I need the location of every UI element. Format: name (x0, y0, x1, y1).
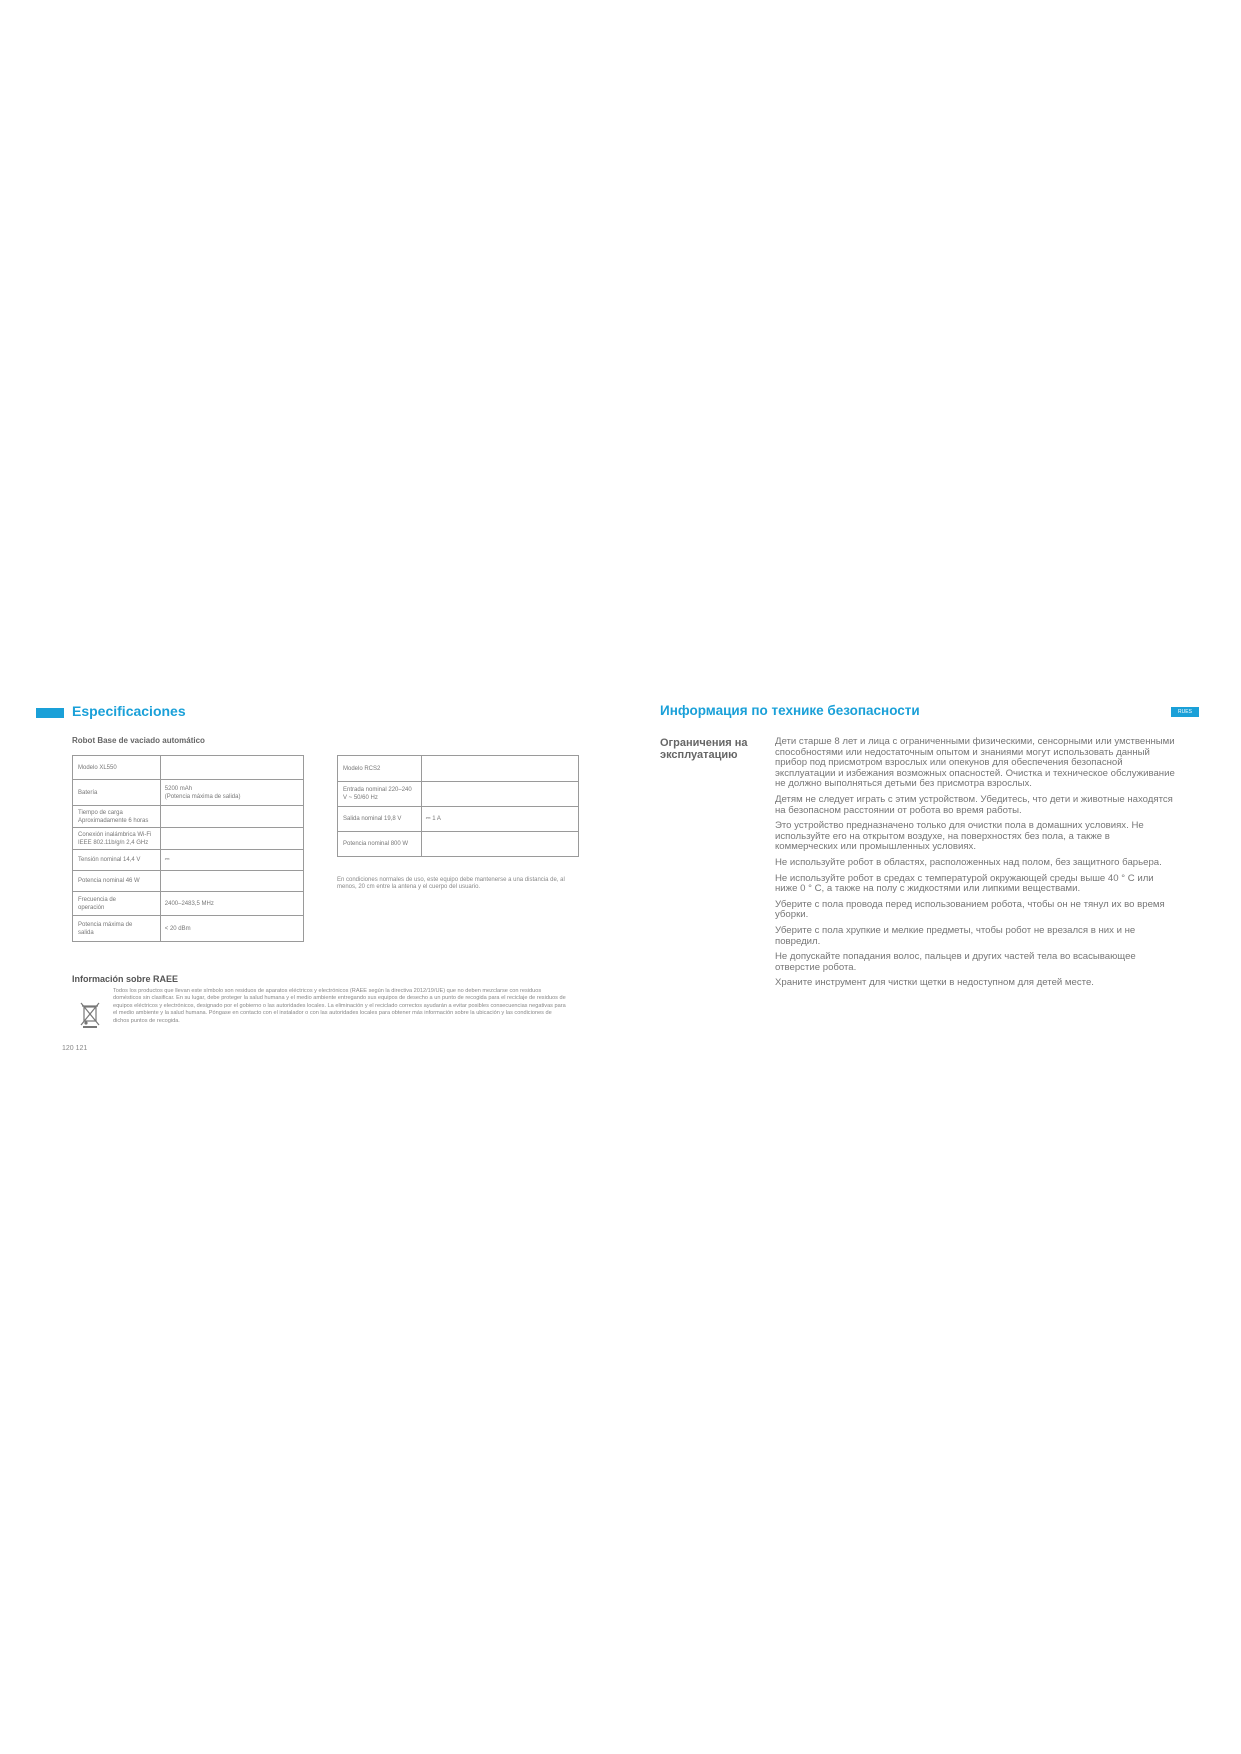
safety-paragraph: Дети старше 8 лет и лица с ограниченными физическими, сенсорными или умственными способностями или недостаточным опытом и знаниями могут использовать данный прибор под присмотром взрослых или опекунов для обеспечения безопасной эксплуатации и избежания возможных опасностей. Очистка и техническое обслуживание не должно выполняться детьми без присмотра взрослых. (775, 736, 1175, 790)
spec-row (73, 916, 304, 942)
section-subtitle: Robot Base de vaciado automático (72, 736, 205, 745)
section-accent-bar (36, 708, 64, 718)
spec-row (73, 892, 304, 916)
raee-title: Información sobre RAEE (72, 974, 179, 984)
spec-row (73, 756, 304, 780)
safety-paragraph: Уберите с пола провода перед использованием робота, чтобы он не тянул их во время уборки. (775, 898, 1165, 921)
spec-value (160, 756, 303, 780)
safety-paragraph: Не допускайте попадания волос, пальцев и других частей тела во всасывающее отверстие робота. (775, 951, 1136, 973)
side-heading: Ограничения на эксплуатацию (660, 737, 748, 761)
safety-paragraph: Это устройство предназначено только для очистки пола в домашних условиях. Не используйте его на открытом воздухе, на поверхностях без пола, а также в коммерческих или промышленных условиях. (775, 820, 1144, 853)
spec-row (338, 807, 579, 832)
spec-label: Conexión inalámbrica Wi-Fi IEEE 802.11b/g/n 2,4 GHz (73, 828, 161, 850)
safety-paragraph: Уберите с пола хрупкие и мелкие предметы, чтобы робот не врезался в них и не повредил. (775, 924, 1136, 947)
page-title: Especificaciones (72, 703, 186, 719)
spec-value (160, 871, 303, 892)
spec-value: ⎓ (160, 850, 303, 871)
spec-label: Potencia nominal 46 W (73, 871, 161, 892)
spec-row (73, 850, 304, 871)
spec-label: Potencia máxima de salida (73, 916, 161, 942)
safety-paragraph: Храните инструмент для чистки щетки в недоступном для детей месте. (775, 977, 1094, 989)
spec-label: Entrada nominal 220–240 V ~ 50/60 Hz (338, 782, 422, 807)
safety-title: Информация по технике безопасности (660, 703, 920, 718)
spec-value (421, 832, 578, 857)
spec-label: Modelo RCS2 (338, 756, 422, 782)
spec-row (338, 832, 579, 857)
spec-value: ⎓ 1 A (421, 807, 578, 832)
safety-paragraphs (775, 737, 1175, 994)
spec-label: Frecuencia de operación (73, 892, 161, 916)
spec-value (160, 806, 303, 828)
spec-value: 2400–2483,5 MHz (160, 892, 303, 916)
safety-paragraph: Не используйте робот в областях, расположенных над полом, без защитного барьера. (775, 856, 1162, 868)
spec-value (160, 828, 303, 850)
spec-table-robot (72, 755, 304, 942)
spec-row (73, 780, 304, 806)
radiation-note: En condiciones normales de uso, este equipo debe mantenerse a una distancia de, al menos, 20 cm entre la antena y el cuerpo del usuario. (337, 877, 565, 890)
page-numbers: 120 121 (62, 1045, 88, 1052)
spec-label: Tiempo de carga Aproximadamente 6 horas (73, 806, 161, 828)
spec-row (73, 871, 304, 892)
safety-paragraph: Детям не следует играть с этим устройством. Убедитесь, что дети и животные находятся на безопасном расстоянии от робота во время работы. (775, 793, 1173, 816)
spec-label: Salida nominal 19,8 V (338, 807, 422, 832)
crossed-out-wheelie-bin-icon (78, 1000, 102, 1028)
safety-paragraph: Не используйте робот в средах с температурой окружающей среды выше 40 ° C или ниже 0 ° C, а также на полу с жидкостями или липкими веществами. (775, 872, 1154, 895)
spec-label: Batería (73, 780, 161, 806)
spec-value (421, 782, 578, 807)
raee-text: Todos los productos que llevan este símbolo son residuos de aparatos eléctricos y electrónicos (RAEE según la directiva 2012/19/UE) que no deben mezclarse con residuos domésticos sin clasificar. En su lugar, debe proteger la salud humana y el medio ambiente entregando sus equipos de desecho a un punto de recogida para el reciclaje de residuos de equipos eléctricos y electrónicos, designado por el gobierno o las autoridades locales. La eliminación y el reciclado correctos ayudarán a evitar posibles consecuencias negativas para el medio ambiente y la salud humana. Póngase en contacto con el instalador o con las autoridades locales para obtener más información sobre la ubicación y las condiciones de dichos puntos de recogida. (113, 988, 566, 1024)
spec-label: Modelo XL550 (73, 756, 161, 780)
spec-table-base (337, 755, 579, 857)
spec-value (421, 756, 578, 782)
spec-row (338, 756, 579, 782)
language-tag: RUES (1171, 707, 1199, 717)
spec-label: Potencia nominal 800 W (338, 832, 422, 857)
spec-value: < 20 dBm (160, 916, 303, 942)
spec-row (73, 806, 304, 828)
spec-value: 5200 mAh (Potencia máxima de salida) (160, 780, 303, 806)
spec-row (338, 782, 579, 807)
spec-row (73, 828, 304, 850)
spec-label: Tensión nominal 14,4 V (73, 850, 161, 871)
